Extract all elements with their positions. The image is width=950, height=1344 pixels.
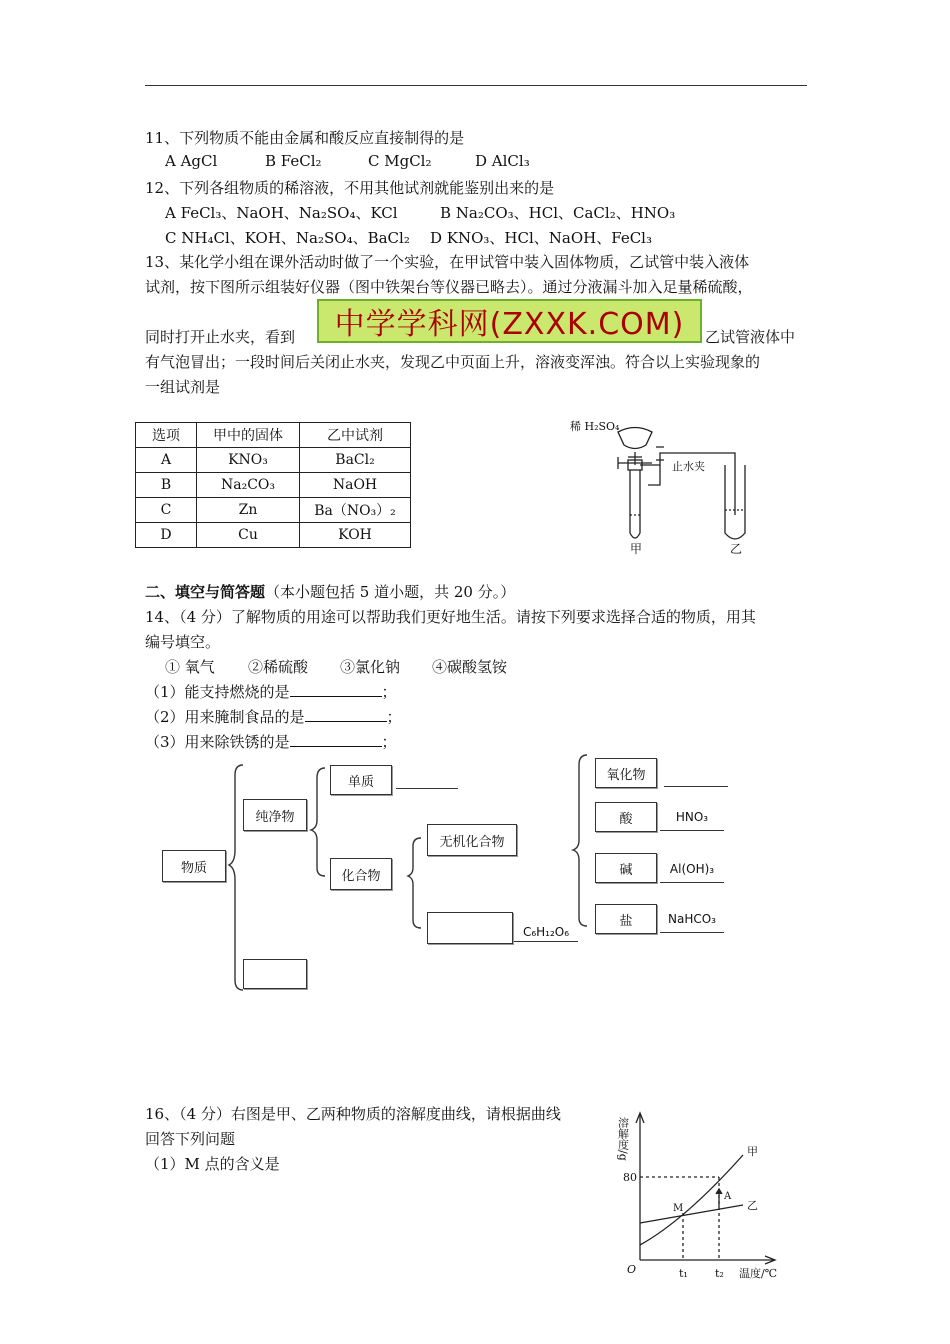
- q12-stem: 12、下列各组物质的稀溶液，不用其他试剂就能鉴别出来的是: [145, 179, 555, 197]
- table-cell: Cu: [197, 523, 300, 548]
- table-cell: C: [136, 498, 197, 523]
- q13-line4: 有气泡冒出；一段时间后关闭止水夹，发现乙中页面上升，溶液变浑浊。符合以上实验现象的: [145, 353, 761, 371]
- q14-part1: [145, 681, 397, 702]
- q11-stem: 11、下列物质不能由金属和酸反应直接制得的是: [145, 129, 465, 147]
- node-compound: 化合物: [330, 858, 392, 890]
- node-salt: 盐: [595, 904, 657, 934]
- node-base: 碱: [595, 853, 657, 883]
- chart-ytick-80: 80: [623, 1171, 637, 1184]
- q14-part3-label: （3）用来除铁锈的是: [145, 733, 290, 751]
- q12-option-b: B Na₂CO₃、HCl、CaCl₂、HNO₃: [440, 204, 676, 222]
- semicolon: ；: [386, 708, 402, 726]
- table-cell: B: [136, 473, 197, 498]
- semicolon: ；: [381, 733, 397, 751]
- acid-label: 稀 H₂SO₄: [570, 420, 620, 433]
- table-cell: KOH: [300, 523, 411, 548]
- node-empty-mixture[interactable]: [243, 959, 307, 989]
- node-substance: 物质: [162, 850, 226, 882]
- q11-option-b: B FeCl₂: [265, 152, 322, 170]
- table-cell: Na₂CO₃: [197, 473, 300, 498]
- acid-example: HNO₃: [660, 810, 724, 831]
- table-cell: Zn: [197, 498, 300, 523]
- q14-choice-4: ④碳酸氢铵: [432, 658, 508, 676]
- answer-blank[interactable]: [305, 706, 387, 722]
- chart-origin: O: [627, 1263, 637, 1276]
- apparatus-diagram: [560, 405, 780, 565]
- table-cell: Ba（NO₃）₂: [300, 498, 411, 523]
- clamp-label: 止水夹: [672, 460, 705, 473]
- chart-xlabel: 温度/℃: [739, 1267, 778, 1280]
- table-row: [136, 498, 411, 523]
- q14-choice-3: ③氯化钠: [340, 658, 401, 676]
- q13-line1: 13、某化学小组在课外活动时做了一个实验，在甲试管中装入固体物质，乙试管中装入液体: [145, 253, 750, 271]
- table-header-cell: 乙中试剂: [300, 423, 411, 448]
- section2-note: （本小题包括 5 道小题，共 20 分。）: [265, 583, 516, 601]
- answer-blank[interactable]: [290, 731, 382, 747]
- table-header-row: [136, 423, 411, 448]
- tube-b-label: 乙: [730, 542, 743, 556]
- node-element: 单质: [330, 765, 392, 795]
- chart-xtick-t1: t₁: [679, 1267, 688, 1280]
- q13-line3a: 同时打开止水夹，看到: [145, 328, 296, 346]
- table-row: [136, 523, 411, 548]
- semicolon: ；: [381, 683, 397, 701]
- table-cell: NaOH: [300, 473, 411, 498]
- element-blank[interactable]: [396, 774, 458, 789]
- q13-line2: 试剂，按下图所示组装好仪器（图中铁架台等仪器已略去）。通过分液漏斗加入足量稀硫酸，: [145, 278, 753, 296]
- q12-option-d: D KNO₃、HCl、NaOH、FeCl₃: [430, 229, 652, 247]
- q14-part3: [145, 731, 397, 752]
- q14-line2: 编号填空。: [145, 633, 221, 651]
- chart-xtick-t2: t₂: [715, 1267, 724, 1280]
- table-cell: KNO₃: [197, 448, 300, 473]
- q16-line1: 16、（4 分）右图是甲、乙两种物质的溶解度曲线，请根据曲线: [145, 1105, 561, 1123]
- q13-line3b: 乙试管液体中: [705, 328, 796, 346]
- q16-part1: （1）M 点的含义是: [145, 1155, 280, 1173]
- q14-part1-label: （1）能支持燃烧的是: [145, 683, 290, 701]
- node-oxide: 氧化物: [595, 758, 657, 788]
- q13-options-table: [135, 422, 411, 548]
- q11-option-d: D AlCl₃: [475, 152, 530, 170]
- base-example: Al(OH)₃: [660, 862, 724, 883]
- chart-ylabel: 溶解度/g: [616, 1117, 630, 1161]
- point-a-label: A: [724, 1191, 732, 1202]
- q11-option-c: C MgCl₂: [368, 152, 432, 170]
- watermark-banner: 中学学科网(ZXXK.COM): [317, 299, 702, 343]
- table-row: [136, 448, 411, 473]
- header-rule: [145, 85, 807, 86]
- q14-choice-1: ① 氧气: [165, 658, 215, 676]
- oxide-blank[interactable]: [664, 770, 728, 787]
- section2-heading: [145, 581, 515, 602]
- q13-line5: 一组试剂是: [145, 378, 221, 396]
- arrow-a-head: [716, 1189, 722, 1194]
- table-cell: A: [136, 448, 197, 473]
- table-header-cell: 选项: [136, 423, 197, 448]
- table-cell: D: [136, 523, 197, 548]
- salt-example: NaHCO₃: [660, 912, 724, 933]
- q12-option-c: C NH₄Cl、KOH、Na₂SO₄、BaCl₂: [165, 229, 410, 247]
- answer-blank[interactable]: [290, 681, 382, 697]
- q16-line2: 回答下列问题: [145, 1130, 236, 1148]
- tube-a-label: 甲: [630, 542, 643, 556]
- series-label-jia: 甲: [747, 1145, 758, 1158]
- series-label-yi: 乙: [747, 1199, 758, 1212]
- q14-part2: [145, 706, 402, 727]
- q14-choice-2: ②稀硫酸: [248, 658, 309, 676]
- point-m-label: M: [673, 1203, 684, 1214]
- node-empty-organic[interactable]: [427, 912, 513, 944]
- q14-line1: 14、（4 分）了解物质的用途可以帮助我们更好地生活。请按下列要求选择合适的物质，用其: [145, 608, 756, 626]
- node-acid: 酸: [595, 802, 657, 832]
- table-header-cell: 甲中的固体: [197, 423, 300, 448]
- section2-title: 二、填空与简答题: [145, 583, 266, 601]
- q11-option-a: A AgCl: [165, 152, 218, 170]
- q12-option-a: A FeCl₃、NaOH、Na₂SO₄、KCl: [165, 204, 398, 222]
- solubility-chart: [615, 1095, 795, 1290]
- table-row: [136, 473, 411, 498]
- organic-example: C₆H₁₂O₆: [514, 925, 578, 942]
- q14-part2-label: （2）用来腌制食品的是: [145, 708, 305, 726]
- table-cell: BaCl₂: [300, 448, 411, 473]
- node-inorganic: 无机化合物: [427, 824, 517, 856]
- node-pure: 纯净物: [243, 799, 307, 831]
